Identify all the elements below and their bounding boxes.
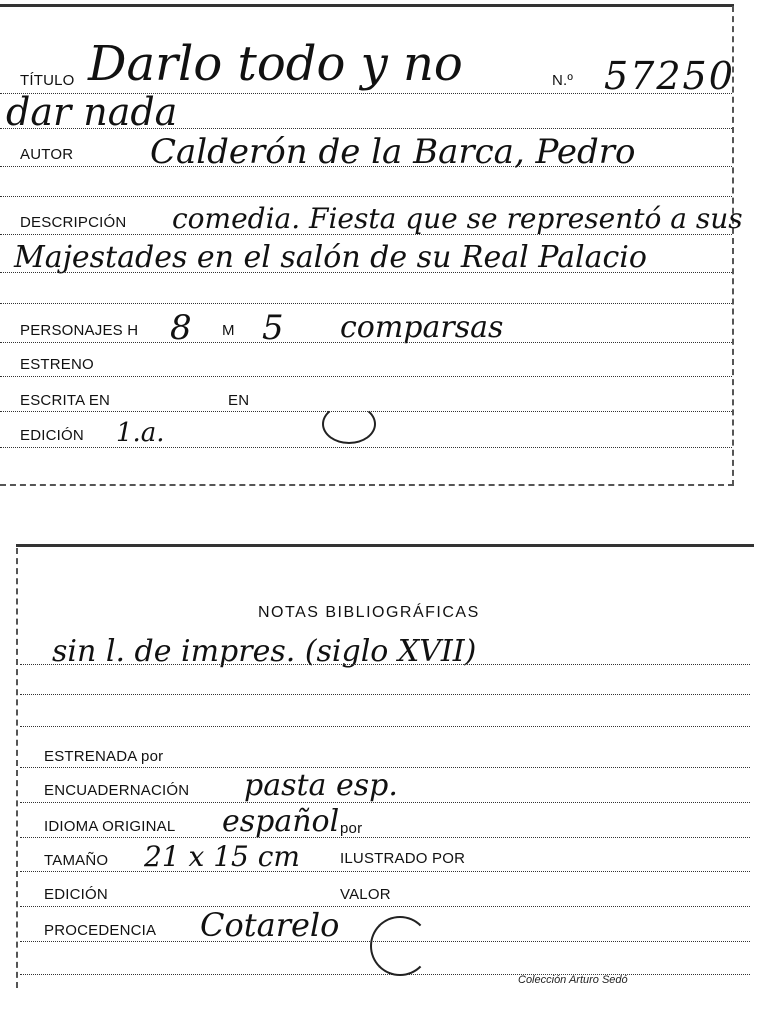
encuadernacion-value: pasta esp.: [244, 768, 398, 803]
tamano-value: 21 x 15 cm: [144, 840, 300, 873]
edicion-back-label: EDICIÓN: [44, 886, 108, 903]
ink-stamp-mark: [370, 916, 430, 976]
personajes-label: PERSONAJES H: [20, 322, 139, 339]
tamano-label: TAMAÑO: [44, 852, 109, 869]
idioma-label: IDIOMA ORIGINAL: [44, 818, 176, 835]
edicion-value: 1.a.: [116, 418, 165, 448]
numero-value: 57250: [604, 54, 735, 98]
personajes-h-value: 8: [170, 308, 192, 348]
estrenada-label: ESTRENADA por: [44, 748, 164, 765]
escrita-en-label: EN: [228, 392, 250, 409]
descripcion-line2: Majestades en el salón de su Real Palacio: [14, 240, 647, 275]
idioma-por-label: por: [340, 820, 363, 837]
edicion-label: EDICIÓN: [20, 427, 84, 444]
ilustrado-label: ILUSTRADO POR: [340, 850, 466, 867]
personajes-m-value: 5: [262, 308, 284, 348]
ink-stamp-mark: [322, 404, 376, 444]
card-left-edge: [16, 548, 18, 988]
estreno-label: ESTRENO: [20, 356, 94, 373]
escrita-label: ESCRITA EN: [20, 392, 111, 409]
autor-value: Calderón de la Barca, Pedro: [150, 132, 636, 172]
procedencia-value: Cotarelo: [200, 906, 340, 944]
catalog-card-front: [0, 0, 759, 500]
descripcion-label: DESCRIPCIÓN: [20, 214, 127, 231]
card-top-edge: [0, 4, 734, 7]
card-bottom-edge: [0, 484, 734, 486]
encuadernacion-label: ENCUADERNACIÓN: [44, 782, 190, 799]
titulo-label: TÍTULO: [20, 72, 75, 89]
coleccion-footer: Colección Arturo Sedó: [518, 974, 628, 986]
valor-label: VALOR: [340, 886, 391, 903]
personajes-m-label: M: [222, 322, 235, 339]
personajes-extra: comparsas: [340, 310, 504, 345]
card-top-edge: [16, 544, 754, 547]
titulo-value-line2: dar nada: [6, 90, 178, 134]
titulo-value-line1: Darlo todo y no: [88, 36, 463, 92]
numero-label: N.º: [552, 72, 574, 89]
autor-label: AUTOR: [20, 146, 74, 163]
notas-line1: sin l. de impres. (siglo XVII): [52, 634, 477, 669]
notas-heading: NOTAS BIBLIOGRÁFICAS: [258, 604, 480, 621]
idioma-value: español: [222, 804, 340, 839]
procedencia-label: PROCEDENCIA: [44, 922, 157, 939]
catalog-card-back: [0, 538, 759, 1028]
descripcion-line1: comedia. Fiesta que se representó a sus: [172, 202, 743, 235]
